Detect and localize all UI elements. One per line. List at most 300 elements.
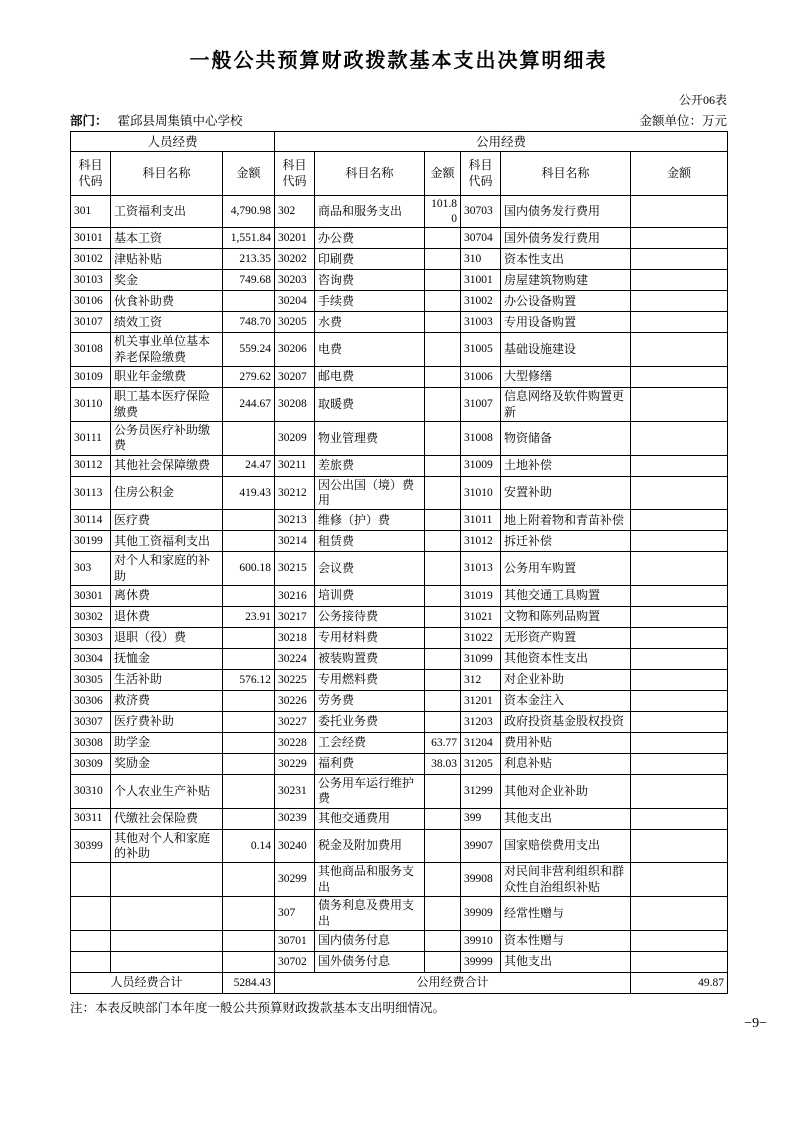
name-cell: 其他资本性支出 <box>501 649 631 670</box>
name-cell: 因公出国（境）费用 <box>315 476 425 510</box>
amount-cell <box>425 312 461 333</box>
code-cell: 30307 <box>71 712 111 733</box>
table-row <box>71 421 728 455</box>
code-cell: 31203 <box>461 712 501 733</box>
code-cell: 31002 <box>461 291 501 312</box>
code-cell: 31011 <box>461 510 501 531</box>
amount-cell <box>631 897 728 931</box>
name-cell: 土地补偿 <box>501 455 631 476</box>
name-cell: 专用设备购置 <box>501 312 631 333</box>
column-header-amount-1: 金额 <box>223 152 275 196</box>
amount-cell <box>631 808 728 829</box>
amount-cell <box>425 367 461 388</box>
amount-cell <box>223 649 275 670</box>
name-cell: 债务利息及费用支出 <box>315 897 425 931</box>
code-cell: 31205 <box>461 754 501 775</box>
department-label: 部门： <box>70 114 108 128</box>
code-cell: 30106 <box>71 291 111 312</box>
amount-cell <box>425 691 461 712</box>
name-cell: 职业年金缴费 <box>111 367 223 388</box>
amount-cell <box>631 367 728 388</box>
amount-cell <box>425 333 461 367</box>
name-cell: 其他对个人和家庭的补助 <box>111 829 223 863</box>
amount-cell: 63.77 <box>425 733 461 754</box>
name-cell: 公务员医疗补助缴费 <box>111 421 223 455</box>
code-cell: 31003 <box>461 312 501 333</box>
amount-cell <box>223 897 275 931</box>
code-cell: 30704 <box>461 228 501 249</box>
amount-cell: 419.43 <box>223 476 275 510</box>
code-cell: 30204 <box>275 291 315 312</box>
amount-cell: 749.68 <box>223 270 275 291</box>
name-cell: 伙食补助费 <box>111 291 223 312</box>
name-cell: 基本工资 <box>111 228 223 249</box>
amount-cell <box>631 754 728 775</box>
name-cell: 办公费 <box>315 228 425 249</box>
name-cell: 奖金 <box>111 270 223 291</box>
name-cell: 税金及附加费用 <box>315 829 425 863</box>
code-cell: 31012 <box>461 531 501 552</box>
amount-cell <box>223 754 275 775</box>
name-cell: 维修（护）费 <box>315 510 425 531</box>
column-header-code-1: 科目代码 <box>71 152 111 196</box>
name-cell: 住房公积金 <box>111 476 223 510</box>
code-cell: 31007 <box>461 388 501 422</box>
code-cell: 30309 <box>71 754 111 775</box>
amount-cell <box>425 455 461 476</box>
amount-cell: 1,551.84 <box>223 228 275 249</box>
code-cell: 30107 <box>71 312 111 333</box>
name-cell: 对企业补助 <box>501 670 631 691</box>
code-cell: 30702 <box>275 951 315 972</box>
code-cell: 30113 <box>71 476 111 510</box>
code-cell: 39907 <box>461 829 501 863</box>
personnel-total-value: 5284.43 <box>223 972 275 993</box>
amount-cell: 38.03 <box>425 754 461 775</box>
code-cell: 30109 <box>71 367 111 388</box>
amount-cell <box>223 951 275 972</box>
name-cell: 救济费 <box>111 691 223 712</box>
code-cell: 30201 <box>275 228 315 249</box>
code-cell: 31008 <box>461 421 501 455</box>
name-cell: 代缴社会保险费 <box>111 808 223 829</box>
amount-cell <box>631 607 728 628</box>
code-cell: 30205 <box>275 312 315 333</box>
amount-cell <box>425 586 461 607</box>
name-cell: 专用燃料费 <box>315 670 425 691</box>
code-cell: 31022 <box>461 628 501 649</box>
department <box>70 111 243 129</box>
column-header-name-2: 科目名称 <box>315 152 425 196</box>
name-cell: 委托业务费 <box>315 712 425 733</box>
amount-cell <box>631 691 728 712</box>
unit-label: 金额单位：万元 <box>639 114 727 128</box>
name-cell: 工会经费 <box>315 733 425 754</box>
name-cell <box>111 863 223 897</box>
name-cell: 其他支出 <box>501 808 631 829</box>
table-row <box>71 476 728 510</box>
code-cell: 30110 <box>71 388 111 422</box>
group-header-row <box>71 132 728 152</box>
amount-cell <box>223 712 275 733</box>
name-cell: 手续费 <box>315 291 425 312</box>
name-cell: 会议费 <box>315 552 425 586</box>
code-cell: 301 <box>71 196 111 228</box>
amount-cell <box>223 586 275 607</box>
amount-cell <box>425 270 461 291</box>
table-row <box>71 531 728 552</box>
code-cell: 39909 <box>461 897 501 931</box>
amount-cell <box>425 670 461 691</box>
name-cell: 国内债务发行费用 <box>501 196 631 228</box>
amount-cell: 23.91 <box>223 607 275 628</box>
code-cell <box>71 863 111 897</box>
code-cell: 312 <box>461 670 501 691</box>
name-cell: 水费 <box>315 312 425 333</box>
code-cell: 30216 <box>275 586 315 607</box>
amount-cell: 748.70 <box>223 312 275 333</box>
amount-cell <box>425 291 461 312</box>
code-cell: 30703 <box>461 196 501 228</box>
code-cell: 30304 <box>71 649 111 670</box>
amount-cell <box>223 510 275 531</box>
code-cell: 30299 <box>275 863 315 897</box>
public-group-header: 公用经费 <box>275 132 728 152</box>
amount-cell <box>425 552 461 586</box>
amount-cell <box>223 291 275 312</box>
amount-cell <box>631 930 728 951</box>
amount-cell: 4,790.98 <box>223 196 275 228</box>
name-cell: 专用材料费 <box>315 628 425 649</box>
name-cell <box>111 930 223 951</box>
name-cell: 取暖费 <box>315 388 425 422</box>
code-cell: 30111 <box>71 421 111 455</box>
code-cell: 30212 <box>275 476 315 510</box>
name-cell: 邮电费 <box>315 367 425 388</box>
code-cell: 39999 <box>461 951 501 972</box>
amount-cell <box>223 691 275 712</box>
public-total-label: 公用经费合计 <box>275 972 631 993</box>
amount-cell <box>631 829 728 863</box>
amount-cell: 0.14 <box>223 829 275 863</box>
name-cell: 培训费 <box>315 586 425 607</box>
table-row <box>71 249 728 270</box>
code-cell: 30240 <box>275 829 315 863</box>
amount-cell <box>425 808 461 829</box>
table-row <box>71 829 728 863</box>
name-cell: 国内债务付息 <box>315 930 425 951</box>
code-cell: 30108 <box>71 333 111 367</box>
code-cell: 399 <box>461 808 501 829</box>
amount-cell <box>425 388 461 422</box>
name-cell: 大型修缮 <box>501 367 631 388</box>
amount-cell <box>223 628 275 649</box>
code-cell: 302 <box>275 196 315 228</box>
name-cell: 津贴补贴 <box>111 249 223 270</box>
name-cell: 医疗费 <box>111 510 223 531</box>
table-row <box>71 607 728 628</box>
amount-cell <box>631 552 728 586</box>
table-row <box>71 196 728 228</box>
amount-cell <box>223 733 275 754</box>
name-cell: 工资福利支出 <box>111 196 223 228</box>
name-cell: 文物和陈列品购置 <box>501 607 631 628</box>
amount-cell <box>631 228 728 249</box>
amount-cell <box>425 649 461 670</box>
name-cell: 国外债务付息 <box>315 951 425 972</box>
code-cell: 30231 <box>275 775 315 809</box>
table-row <box>71 312 728 333</box>
name-cell: 印刷费 <box>315 249 425 270</box>
amount-cell <box>631 249 728 270</box>
code-cell <box>71 897 111 931</box>
code-cell: 30203 <box>275 270 315 291</box>
table-body <box>71 196 728 973</box>
amount-cell <box>631 421 728 455</box>
amount-cell <box>425 531 461 552</box>
name-cell: 电费 <box>315 333 425 367</box>
table-row <box>71 649 728 670</box>
name-cell: 助学金 <box>111 733 223 754</box>
code-cell: 30310 <box>71 775 111 809</box>
name-cell: 商品和服务支出 <box>315 196 425 228</box>
code-cell: 31099 <box>461 649 501 670</box>
name-cell: 其他支出 <box>501 951 631 972</box>
table-row <box>71 552 728 586</box>
amount-cell <box>223 930 275 951</box>
code-cell: 30311 <box>71 808 111 829</box>
code-cell: 31006 <box>461 367 501 388</box>
amount-cell: 576.12 <box>223 670 275 691</box>
amount-cell <box>223 775 275 809</box>
name-cell: 公务用车运行维护费 <box>315 775 425 809</box>
code-cell: 30308 <box>71 733 111 754</box>
amount-cell <box>631 586 728 607</box>
code-cell: 30207 <box>275 367 315 388</box>
code-cell: 30215 <box>275 552 315 586</box>
code-cell: 30209 <box>275 421 315 455</box>
code-cell: 31005 <box>461 333 501 367</box>
name-cell <box>111 951 223 972</box>
code-cell: 39908 <box>461 863 501 897</box>
code-cell: 31010 <box>461 476 501 510</box>
name-cell: 其他交通工具购置 <box>501 586 631 607</box>
name-cell: 抚恤金 <box>111 649 223 670</box>
name-cell: 租赁费 <box>315 531 425 552</box>
name-cell: 地上附着物和青苗补偿 <box>501 510 631 531</box>
name-cell: 退职（役）费 <box>111 628 223 649</box>
amount-cell: 559.24 <box>223 333 275 367</box>
code-cell: 310 <box>461 249 501 270</box>
amount-cell <box>631 775 728 809</box>
amount-cell: 600.18 <box>223 552 275 586</box>
table-row <box>71 930 728 951</box>
name-cell: 职工基本医疗保险缴费 <box>111 388 223 422</box>
code-cell: 30227 <box>275 712 315 733</box>
table-row <box>71 388 728 422</box>
amount-cell <box>425 829 461 863</box>
amount-cell <box>425 628 461 649</box>
name-cell: 房屋建筑物购建 <box>501 270 631 291</box>
code-cell: 30399 <box>71 829 111 863</box>
code-cell <box>71 951 111 972</box>
table-row <box>71 951 728 972</box>
name-cell: 资本性赠与 <box>501 930 631 951</box>
personnel-group-header: 人员经费 <box>71 132 275 152</box>
table-row <box>71 670 728 691</box>
amount-cell <box>631 531 728 552</box>
amount-cell: 279.62 <box>223 367 275 388</box>
name-cell: 生活补助 <box>111 670 223 691</box>
code-cell: 30224 <box>275 649 315 670</box>
column-header-name-3: 科目名称 <box>501 152 631 196</box>
name-cell: 离休费 <box>111 586 223 607</box>
code-cell <box>71 930 111 951</box>
amount-cell <box>425 951 461 972</box>
amount-cell <box>631 510 728 531</box>
department-value: 霍邱县周集镇中心学校 <box>117 114 243 128</box>
name-cell: 国外债务发行费用 <box>501 228 631 249</box>
table-row <box>71 333 728 367</box>
name-cell: 医疗费补助 <box>111 712 223 733</box>
page-number: −9− <box>744 1016 767 1031</box>
amount-cell <box>631 628 728 649</box>
table-row <box>71 691 728 712</box>
column-header-code-2: 科目代码 <box>275 152 315 196</box>
amount-cell <box>425 510 461 531</box>
form-number: 公开06表 <box>678 93 727 107</box>
amount-cell <box>631 196 728 228</box>
amount-cell <box>631 270 728 291</box>
name-cell: 信息网络及软件购置更新 <box>501 388 631 422</box>
name-cell: 公务用车购置 <box>501 552 631 586</box>
amount-cell: 213.35 <box>223 249 275 270</box>
code-cell: 30199 <box>71 531 111 552</box>
code-cell: 30228 <box>275 733 315 754</box>
name-cell: 其他工资福利支出 <box>111 531 223 552</box>
name-cell: 国家赔偿费用支出 <box>501 829 631 863</box>
code-cell: 30102 <box>71 249 111 270</box>
code-cell: 30218 <box>275 628 315 649</box>
amount-cell: 101.80 <box>425 196 461 228</box>
name-cell: 资本性支出 <box>501 249 631 270</box>
table-row <box>71 455 728 476</box>
amount-cell: 244.67 <box>223 388 275 422</box>
column-header-code-3: 科目代码 <box>461 152 501 196</box>
amount-cell <box>425 712 461 733</box>
amount-cell <box>631 951 728 972</box>
code-cell: 31201 <box>461 691 501 712</box>
name-cell: 个人农业生产补贴 <box>111 775 223 809</box>
table-row <box>71 510 728 531</box>
code-cell: 31013 <box>461 552 501 586</box>
code-cell: 30213 <box>275 510 315 531</box>
table-row <box>71 863 728 897</box>
name-cell: 对个人和家庭的补助 <box>111 552 223 586</box>
column-header-name-1: 科目名称 <box>111 152 223 196</box>
name-cell: 对民间非营利组织和群众性自治组织补贴 <box>501 863 631 897</box>
name-cell: 福利费 <box>315 754 425 775</box>
name-cell: 拆迁补偿 <box>501 531 631 552</box>
code-cell: 30112 <box>71 455 111 476</box>
amount-cell <box>631 476 728 510</box>
table-row <box>71 754 728 775</box>
amount-cell <box>425 249 461 270</box>
name-cell: 差旅费 <box>315 455 425 476</box>
amount-cell <box>631 670 728 691</box>
table-row <box>71 270 728 291</box>
code-cell: 30208 <box>275 388 315 422</box>
name-cell: 其他对企业补助 <box>501 775 631 809</box>
amount-cell <box>631 333 728 367</box>
code-cell: 30301 <box>71 586 111 607</box>
name-cell: 安置补助 <box>501 476 631 510</box>
amount-cell <box>223 531 275 552</box>
code-cell: 303 <box>71 552 111 586</box>
table-row <box>71 775 728 809</box>
name-cell: 物业管理费 <box>315 421 425 455</box>
code-cell: 30206 <box>275 333 315 367</box>
code-cell: 31021 <box>461 607 501 628</box>
amount-cell <box>631 712 728 733</box>
code-cell: 31299 <box>461 775 501 809</box>
amount-cell <box>425 421 461 455</box>
totals-row <box>71 972 728 993</box>
name-cell <box>111 897 223 931</box>
amount-cell <box>425 228 461 249</box>
note-text: 注：本表反映部门本年度一般公共预算财政拨款基本支出明细情况。 <box>70 1000 446 1015</box>
table-row <box>71 628 728 649</box>
name-cell: 奖励金 <box>111 754 223 775</box>
table-row <box>71 228 728 249</box>
code-cell: 30202 <box>275 249 315 270</box>
code-cell: 31001 <box>461 270 501 291</box>
amount-cell <box>223 421 275 455</box>
name-cell: 资本金注入 <box>501 691 631 712</box>
personnel-total-label: 人员经费合计 <box>71 972 223 993</box>
table-row <box>71 808 728 829</box>
amount-cell <box>631 455 728 476</box>
amount-cell <box>425 607 461 628</box>
name-cell: 其他商品和服务支出 <box>315 863 425 897</box>
amount-cell <box>223 808 275 829</box>
amount-cell <box>425 476 461 510</box>
code-cell: 30306 <box>71 691 111 712</box>
column-header-amount-3: 金额 <box>631 152 728 196</box>
code-cell: 307 <box>275 897 315 931</box>
column-header-row <box>71 152 728 196</box>
name-cell: 办公设备购置 <box>501 291 631 312</box>
table-row <box>71 712 728 733</box>
name-cell: 绩效工资 <box>111 312 223 333</box>
column-header-amount-2: 金额 <box>425 152 461 196</box>
name-cell: 经常性赠与 <box>501 897 631 931</box>
page-title: 一般公共预算财政拨款基本支出决算明细表 <box>189 50 608 72</box>
meta-row <box>70 111 727 129</box>
amount-cell <box>631 733 728 754</box>
table-row <box>71 586 728 607</box>
code-cell: 31019 <box>461 586 501 607</box>
amount-cell <box>631 649 728 670</box>
code-cell: 30229 <box>275 754 315 775</box>
name-cell: 被装购置费 <box>315 649 425 670</box>
name-cell: 劳务费 <box>315 691 425 712</box>
table-row <box>71 367 728 388</box>
code-cell: 30302 <box>71 607 111 628</box>
name-cell: 公务接待费 <box>315 607 425 628</box>
amount-cell <box>425 775 461 809</box>
code-cell: 30101 <box>71 228 111 249</box>
